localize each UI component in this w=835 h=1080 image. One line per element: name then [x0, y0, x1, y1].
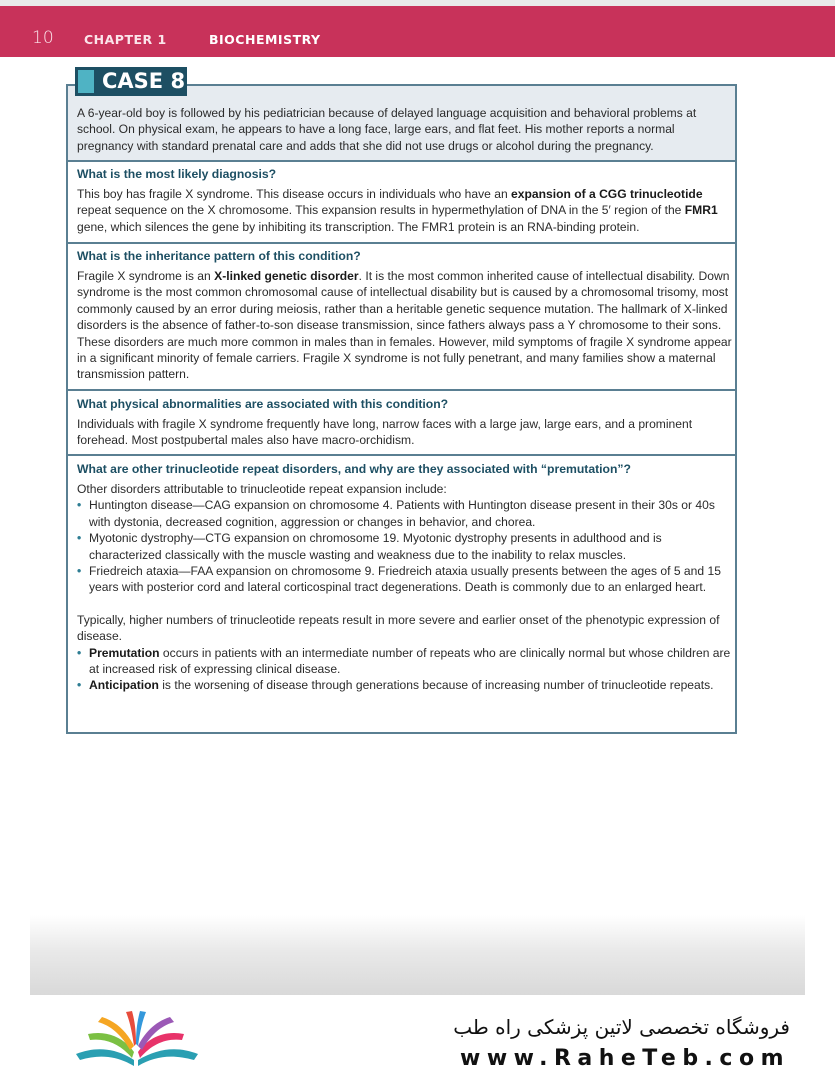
answer-trinucleotide — [77, 481, 733, 694]
question-diagnosis: What is the most likely diagnosis? — [77, 167, 277, 181]
section-divider — [68, 389, 735, 391]
question-trinucleotide: What are other trinucleotide repeat disorders, and why are they associated with “premutation”? — [77, 462, 631, 476]
page-bottom-shadow — [30, 915, 805, 995]
section-divider — [68, 242, 735, 244]
section-divider — [68, 160, 735, 162]
answer-lead: Other disorders attributable to trinucleotide repeat expansion include: — [77, 482, 447, 496]
case-tab — [75, 67, 187, 96]
store-name: فروشگاه تخصصی لاتین پزشکی راه طب — [453, 1015, 790, 1039]
page-number: 10 — [32, 28, 54, 48]
page-header — [0, 0, 835, 57]
list-item: • Friedreich ataxia—FAA expansion on chromosome 9. Friedreich ataxia usually presents between the ages of 5 and 15 years with posterior cord and lateral corticospinal tract degenerations. Death is commonly due to an enlarged heart. — [77, 563, 733, 596]
case-intro-text: A 6-year-old boy is followed by his pediatrician because of delayed language acquisition and behavioral problems at school. On physical exam, he appears to have a long face, large ears, and flat feet. His mother reports a normal pregnancy with standard prenatal care and adds that she did not use drugs or alcohol during the pregnancy. — [77, 106, 697, 153]
question-abnormalities: What physical abnormalities are associated with this condition? — [77, 397, 449, 411]
list-item: • Huntington disease—CAG expansion on chromosome 4. Patients with Huntington disease present in their 30s or 40s with dystonia, decreased cognition, aggression or changes in behavior, and chorea. — [77, 497, 733, 530]
answer-inheritance: Fragile X syndrome is an X-linked genetic disorder. It is the most common inherited cause of intellectual disability. Down syndrome is the most common chromosomal cause of intellectual disability but is caused by a chromosomal trisomy, most commonly caused by an error during meiosis, rather than a heritable genetic sequence mutation. The hallmark of X-linked disorders is the absence of father-to-son disease transmission, since fathers always pass a Y chromosome to their sons. These disorders are much more common in males than in females. However, mild symptoms of fragile X syndrome appear in a significant minority of female carriers. Fragile X syndrome is not fully penetrant, and many families show a maternal transmission pattern. — [77, 269, 732, 382]
list-item: • Premutation occurs in patients with an intermediate number of repeats who are clinically normal but whose children are at increased risk of expressing clinical disease. — [77, 645, 733, 678]
terms-list — [77, 645, 733, 694]
list-item: • Anticipation is the worsening of disease through generations because of increasing number of trinucleotide repeats. — [77, 677, 733, 693]
chapter-label: CHAPTER 1 — [84, 32, 167, 47]
answer-diagnosis: This boy has fragile X syndrome. This disease occurs in individuals who have an expansion of a CGG trinucleotide repeat sequence on the X chromosome. This expansion results in hypermethylation of DNA in the 5′ region of the FMR1 gene, which silences the gene by inhibiting its transcription. The FMR1 protein is an RNA-binding protein. — [77, 187, 718, 234]
question-inheritance: What is the inheritance pattern of this condition? — [77, 249, 361, 263]
store-website[interactable]: www.RaheTeb.com — [460, 1046, 790, 1071]
case-tab-accent-bar — [78, 70, 94, 93]
book-logo-icon — [72, 1010, 202, 1072]
answer-paragraph: Typically, higher numbers of trinucleotide repeats result in more severe and earlier onset of the phenotypic expression of disease. — [77, 612, 720, 644]
disorder-list — [77, 497, 733, 595]
list-item: • Myotonic dystrophy—CTG expansion on chromosome 19. Myotonic dystrophy presents in adulthood and is characterized classically with the muscle wasting and weakness due to the inability to relax muscles. — [77, 530, 733, 563]
spacer — [77, 596, 733, 612]
subject-label: BIOCHEMISTRY — [209, 32, 321, 47]
section-divider — [68, 454, 735, 456]
case-title: CASE 8 — [102, 69, 186, 93]
answer-abnormalities: Individuals with fragile X syndrome frequently have long, narrow faces with a large jaw, large ears, and a prominent forehead. Most postpubertal males also have macro-orchidism. — [77, 417, 693, 448]
